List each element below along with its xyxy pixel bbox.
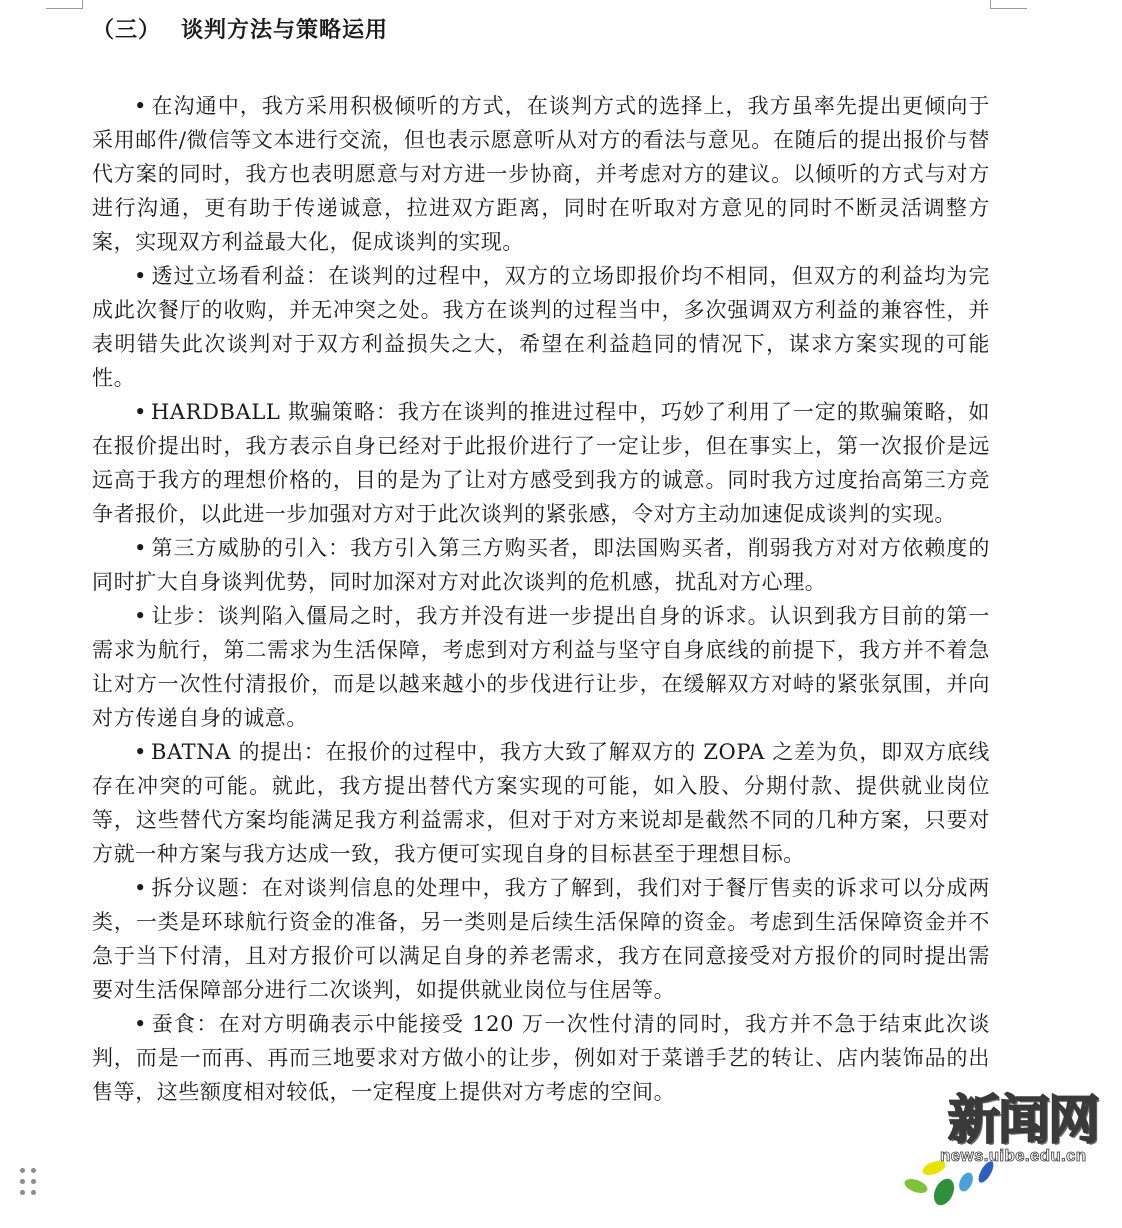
paragraph-text: 我方在谈判的推进过程中，巧妙了利用了一定的欺骗策略，如在报价提出时，我方表示自身已经对于此报价进行了一定让步，但在事实上，第一次报价是远远高于我方的理想价格的，目的是为了让对方感受到我方的诚意。同时我方过度抬高第三方竞争者报价，以此进一步加强对方对于此次谈判的紧张感，令对方主动加速促成谈判的实现。 <box>92 400 990 526</box>
page-corner-mark-right <box>990 0 1027 9</box>
paragraph-lead: 让步： <box>151 604 218 628</box>
paragraph <box>92 531 990 599</box>
bullet-icon: • <box>134 536 147 560</box>
paragraph <box>92 395 990 531</box>
bullet-icon: • <box>134 740 147 764</box>
news-watermark <box>930 1078 1122 1221</box>
paragraph-lead: 第三方威胁的引入： <box>151 536 351 560</box>
bullet-icon: • <box>134 604 147 628</box>
paragraph <box>92 735 990 871</box>
paragraph-text: 我方引入第三方购买者，即法国购买者，削弱我方对对方依赖度的同时扩大自身谈判优势，同时加深对方对此次谈判的危机感，扰乱对方心理。 <box>92 536 990 594</box>
bullet-icon: • <box>134 876 147 900</box>
body-text <box>92 89 990 1109</box>
page-corner-mark-left <box>46 0 83 9</box>
paragraph-lead: 在沟通中， <box>151 94 262 118</box>
bullet-icon: • <box>134 400 147 424</box>
paragraph <box>92 871 990 1007</box>
paragraph-lead: 蚕食： <box>151 1012 219 1036</box>
paragraph <box>92 1007 990 1109</box>
paragraph-text: 在谈判的过程中，双方的立场即报价均不相同，但双方的利益均为完成此次餐厅的收购，并无冲突之处。我方在谈判的过程当中，多次强调双方利益的兼容性，并表明错失此次谈判对于双方利益损失之大，希望在利益趋同的情况下，谋求方案实现的可能性。 <box>92 264 990 390</box>
paragraph-lead: 拆分议题： <box>151 876 262 900</box>
paragraph-lead: 透过立场看利益： <box>151 264 329 288</box>
section-title: 谈判方法与策略运用 <box>181 17 389 43</box>
bullet-icon: • <box>134 264 147 288</box>
paragraph <box>92 259 990 395</box>
section-heading <box>92 10 990 50</box>
paragraph <box>92 599 990 735</box>
paragraph-text: 谈判陷入僵局之时，我方并没有进一步提出自身的诉求。认识到我方目前的第一需求为航行，第二需求为生活保障，考虑到对方利益与坚守自身底线的前提下，我方并不着急让对方一次性付清报价，而是以越来越小的步伐进行让步，在缓解双方对峙的紧张氛围，并向对方传递自身的诚意。 <box>92 604 990 730</box>
watermark-url: news.uibe.edu.cn <box>940 1146 1087 1165</box>
paragraph-lead: BATNA 的提出： <box>151 740 326 764</box>
paragraph-text: 在报价的过程中，我方大致了解双方的 ZOPA 之差为负，即双方底线存在冲突的可能。就此，我方提出替代方案实现的可能，如入股、分期付款、提供就业岗位等，这些替代方案均能满足我方利益需求，但对于对方来说却是截然不同的几种方案，只要对方就一种方案与我方达成一致，我方便可实现自身的目标甚至于理想目标。 <box>92 740 991 866</box>
watermark-chars: 新闻网 <box>948 1090 1099 1151</box>
paragraph <box>92 89 990 259</box>
paragraph-lead: HARDBALL 欺骗策略： <box>151 400 398 424</box>
bullet-icon: • <box>134 94 147 118</box>
bullet-icon: • <box>134 1012 147 1036</box>
paragraph-text: 在对方明确表示中能接受 120 万一次性付清的同时，我方并不急于结束此次谈判，而是一而再、再而三地要求对方做小的让步，例如对于菜谱手艺的转让、店内装饰品的出售等，这些额度相对较低，一定程度上提供对方考虑的空间。 <box>92 1012 990 1104</box>
drag-handle-icon[interactable] <box>18 1166 40 1198</box>
paragraph-text: 我方采用积极倾听的方式，在谈判方式的选择上，我方虽率先提出更倾向于采用邮件/微信等文本进行交流，但也表示愿意听从对方的看法与意见。在随后的提出报价与替代方案的同时，我方也表明愿意与对方进一步协商，并考虑对方的建议。以倾听的方式与对方进行沟通，更有助于传递诚意，拉进双方距离，同时在听取对方意见的同时不断灵活调整方案，实现双方利益最大化，促成谈判的实现。 <box>92 94 991 254</box>
paragraph-text: 在对谈判信息的处理中，我方了解到，我们对于餐厅售卖的诉求可以分成两类，一类是环球航行资金的准备，另一类则是后续生活保障的资金。考虑到生活保障资金并不急于当下付清，且对方报价可以满足自身的养老需求，我方在同意接受对方报价的同时提出需要对生活保障部分进行二次谈判，如提供就业岗位与住居等。 <box>92 876 991 1002</box>
document-page <box>92 10 991 1104</box>
section-number: （三） <box>92 17 162 43</box>
